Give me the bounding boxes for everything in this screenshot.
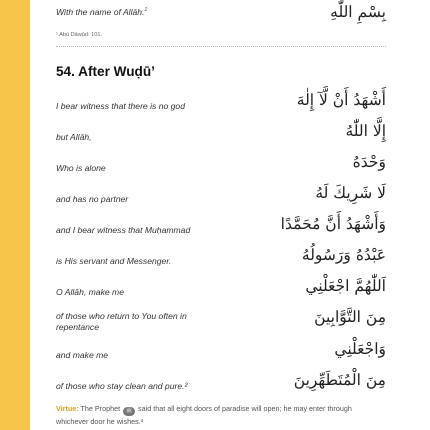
dua-line	[56, 217, 386, 247]
dua-line	[56, 373, 386, 403]
dua-line-arabic: وَأَشْهَدُ أَنَّ مُحَمَّدًا	[280, 215, 386, 233]
dua-line-translation: is His servant and Messenger.	[56, 256, 172, 266]
dua-line-arabic: أَشْهَدُ أَنْ لَّآ إِلٰهَ	[296, 91, 386, 109]
footnote-1: ¹ Abū Dāwūd: 101.	[56, 32, 103, 38]
dua-line-arabic: وَحْدَهُ	[352, 153, 386, 171]
dua-line	[56, 155, 386, 185]
dua-line-translation: of those who return to You often in repentance	[56, 311, 187, 332]
virtue-text-after: said that all eight doors of paradise will open; he may enter through whichever door he wishes.³	[56, 404, 352, 426]
dua-line-translation: and I bear witness that Muḥammad	[56, 225, 191, 235]
dua-line-translation: Who is alone	[56, 163, 106, 173]
section-divider	[56, 46, 386, 47]
dua-line	[56, 186, 386, 216]
previous-dua-translation: With the name of Allāh.$^1$	[56, 7, 148, 17]
section-heading: 54. After Wuḍū’	[56, 64, 155, 79]
dua-line-arabic: إِلَّا اللّٰهُ	[345, 122, 386, 140]
salawat-icon: ﷺ	[123, 407, 135, 416]
dua-line-arabic: مِنَ الْمُتَطَهِّرِينَ	[293, 371, 386, 389]
dua-line-arabic: عَبْدُهُ وَرَسُولُهُ	[301, 246, 386, 264]
dua-line-translation: I bear witness that there is no god	[56, 101, 185, 111]
dua-line	[56, 124, 386, 154]
virtue-note	[56, 403, 386, 428]
dua-line-translation: but Allāh,	[56, 132, 92, 142]
dua-line-translation: O Allāh, make me	[56, 287, 124, 297]
dua-line-arabic: اَللّٰهُمَّ اجْعَلْنِي	[305, 277, 386, 295]
dua-line	[56, 310, 386, 340]
dua-line-arabic: وَاجْعَلْنِي	[334, 340, 386, 358]
dua-line	[56, 342, 386, 372]
dua-line-translation: and make me	[56, 350, 109, 360]
dua-line-arabic: لَا شَرِيكَ لَهُ	[315, 184, 386, 202]
previous-dua-row	[56, 5, 386, 29]
dua-line	[56, 93, 386, 123]
virtue-label: Virtue:	[56, 404, 79, 413]
virtue-text-before: The Prophet	[78, 404, 123, 413]
dua-line-translation: of those who stay clean and pure.²	[56, 381, 188, 391]
page-side-bar	[0, 0, 30, 430]
previous-dua-arabic: بِسْمِ اللّٰهِ	[330, 3, 386, 21]
dua-line-arabic: مِنَ التَّوَّابِينَ	[314, 308, 386, 326]
dua-line	[56, 248, 386, 278]
dua-line-translation: and has no partner	[56, 194, 129, 204]
dua-line	[56, 279, 386, 309]
book-page	[56, 0, 418, 430]
